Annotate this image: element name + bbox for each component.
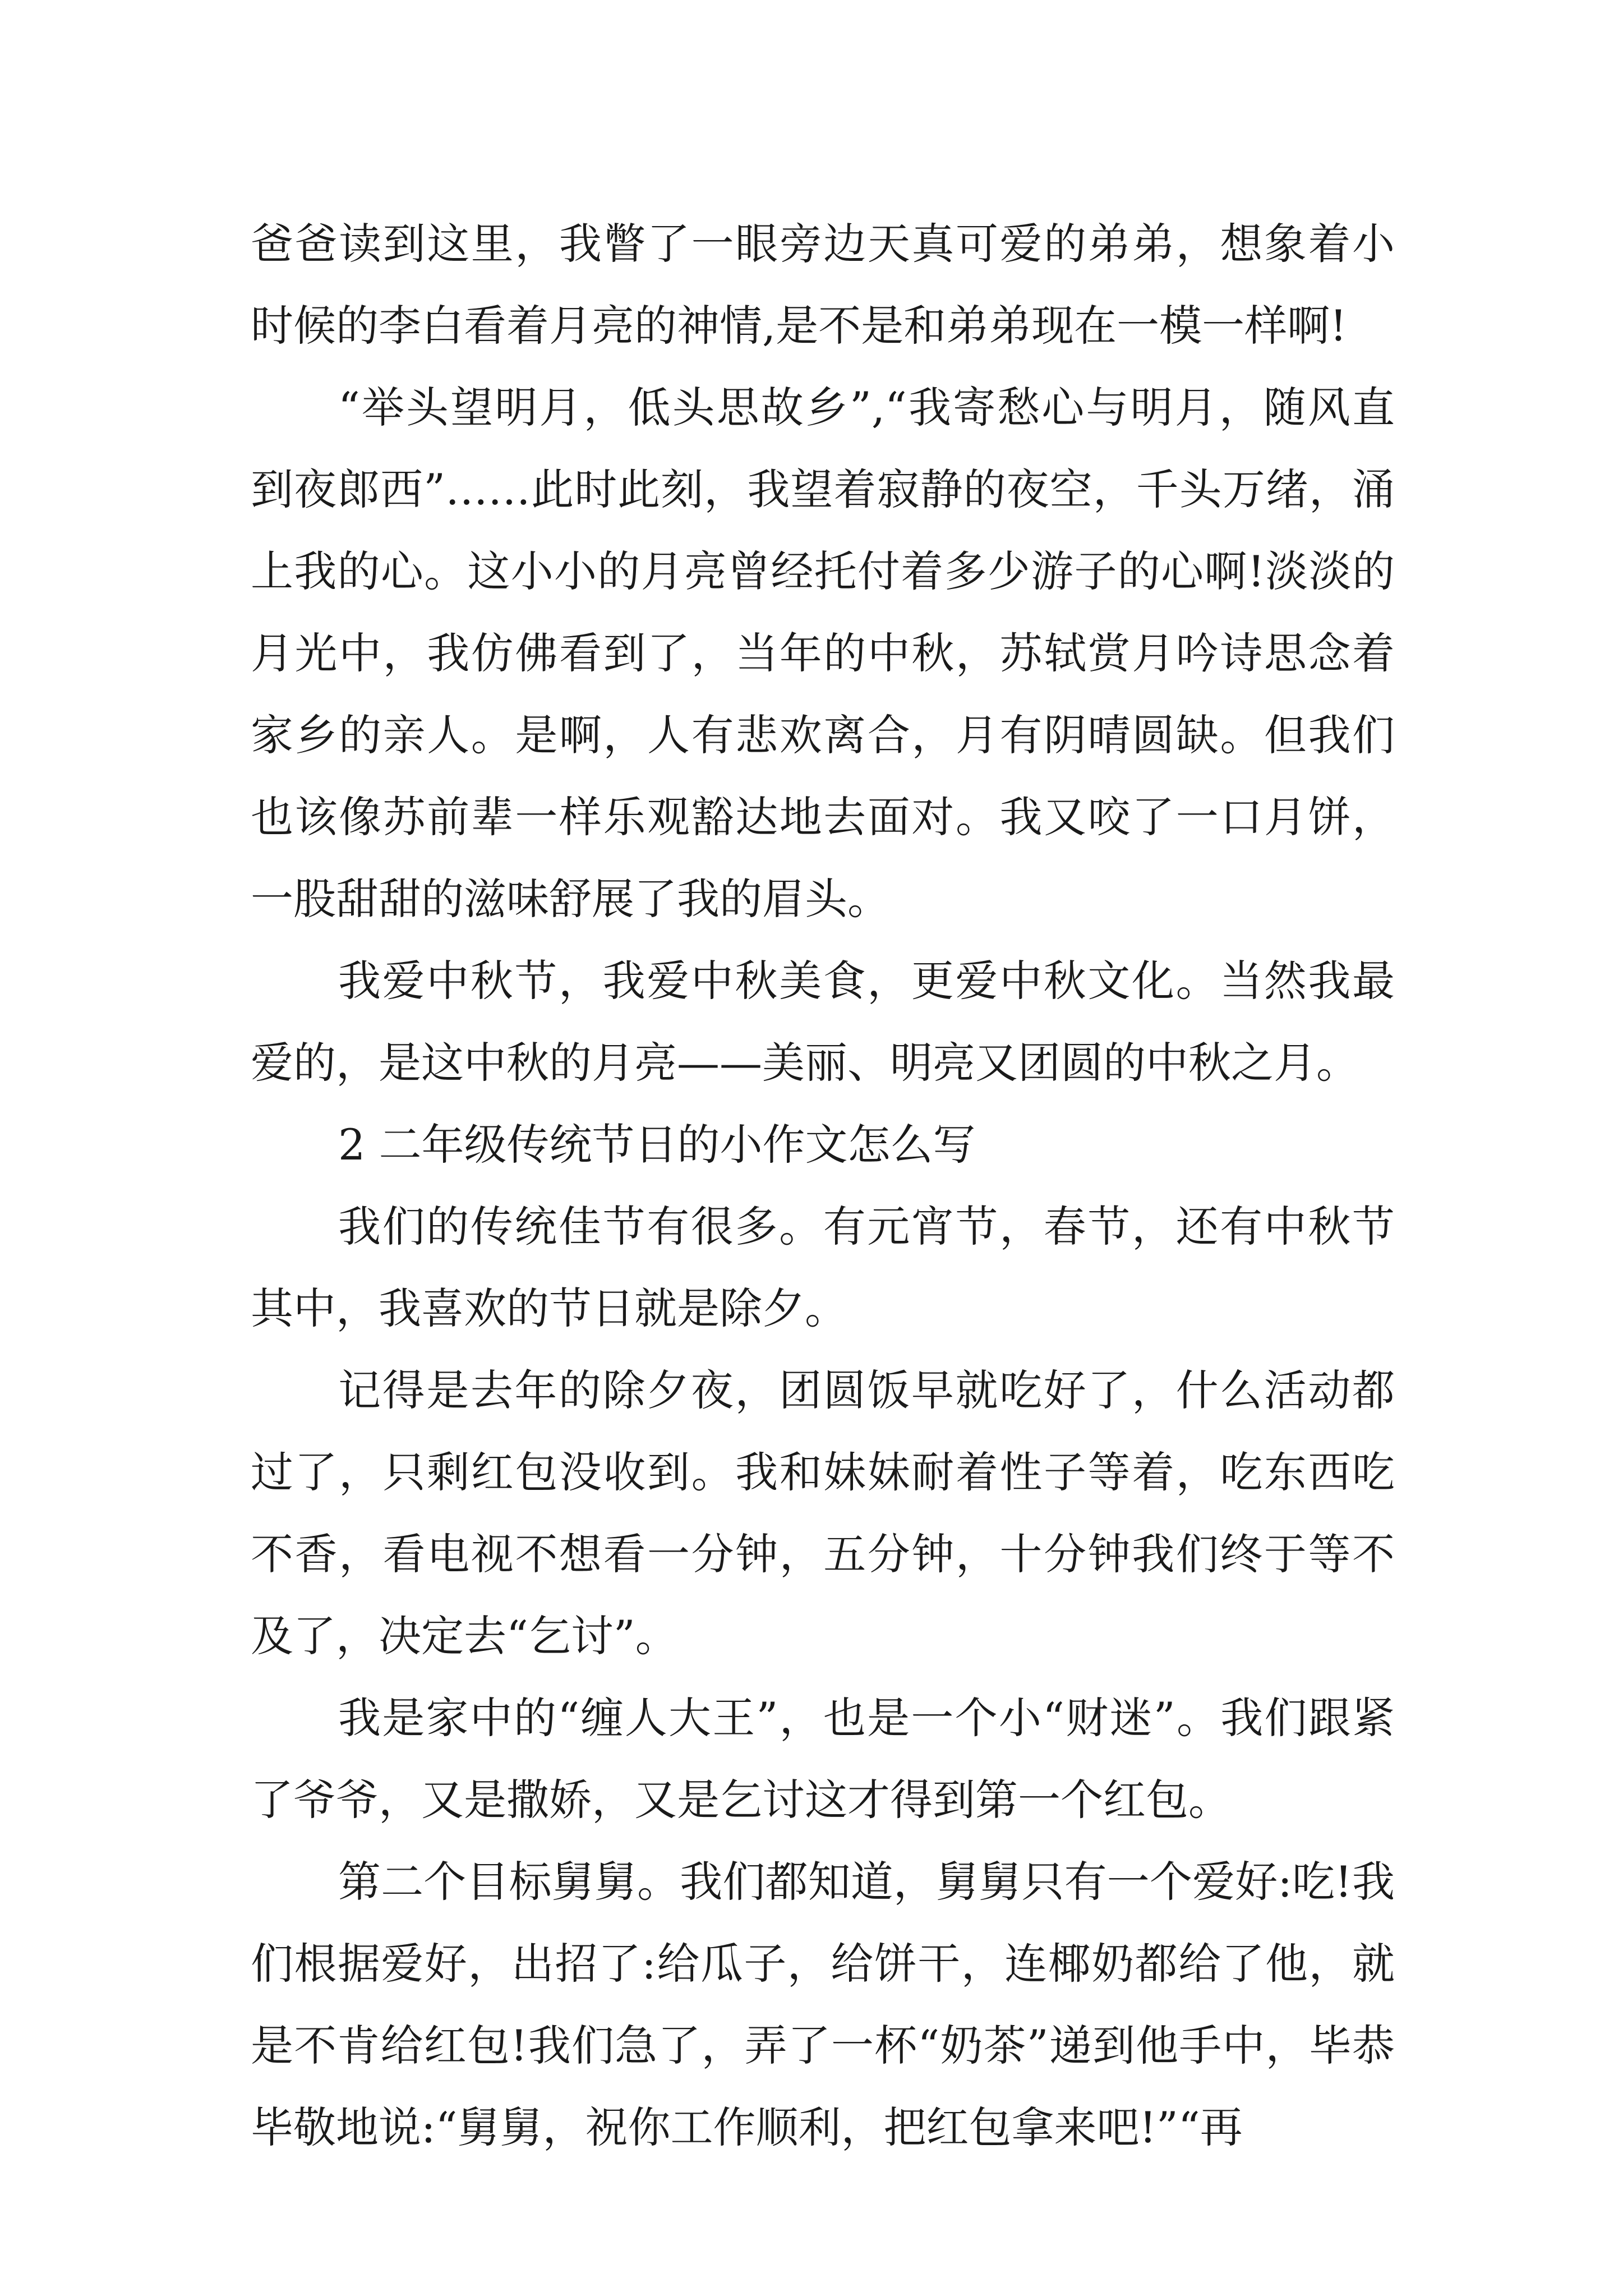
paragraph: 我是家中的“缠人大王”，也是一个小“财迷”。我们跟紧了爷爷，又是撒娇，又是乞讨这才得到第一个红包。: [251, 1693, 1395, 1825]
paragraph: 我爱中秋节，我爱中秋美食，更爱中秋文化。当然我最爱的，是这中秋的月亮——美丽、明亮又团圆的中秋之月。: [251, 956, 1395, 1088]
paragraph: 我们的传统佳节有很多。有元宵节，春节，还有中秋节其中，我喜欢的节日就是除夕。: [251, 1202, 1395, 1333]
paragraph: 第二个目标舅舅。我们都知道，舅舅只有一个爱好:吃!我们根据爱好，出招了:给瓜子，给饼干，连椰奶都给了他，就是不肯给红包!我们急了，弄了一杯“奶茶”递到他手中，毕恭毕敬地说:“舅舅，祝你工作顺利，把红包拿来吧!”“再: [251, 1857, 1395, 2152]
paragraph: “举头望明月，低头思故乡”,“我寄愁心与明月，随风直到夜郎西”……此时此刻，我望着寂静的夜空，千头万绪，涌上我的心。这小小的月亮曾经托付着多少游子的心啊!淡淡的月光中，我仿佛看到了，当年的中秋，苏轼赏月吟诗思念着家乡的亲人。是啊，人有悲欢离合，月有阴晴圆缺。但我们也该像苏前辈一样乐观豁达地去面对。我又咬了一口月饼，一股甜甜的滋味舒展了我的眉头。: [251, 383, 1395, 924]
paragraph: 爸爸读到这里，我瞥了一眼旁边天真可爱的弟弟，想象着小时候的李白看着月亮的神情,是不是和弟弟现在一模一样啊!: [251, 219, 1395, 351]
paragraph: 记得是去年的除夕夜，团圆饭早就吃好了，什么活动都过了，只剩红包没收到。我和妹妹耐着性子等着，吃东西吃不香，看电视不想看一分钟，五分钟，十分钟我们终于等不及了，决定去“乞讨”。: [251, 1365, 1395, 1661]
section-heading: 2 二年级传统节日的小作文怎么写: [338, 1120, 976, 1170]
document-body: [251, 203, 1395, 2169]
